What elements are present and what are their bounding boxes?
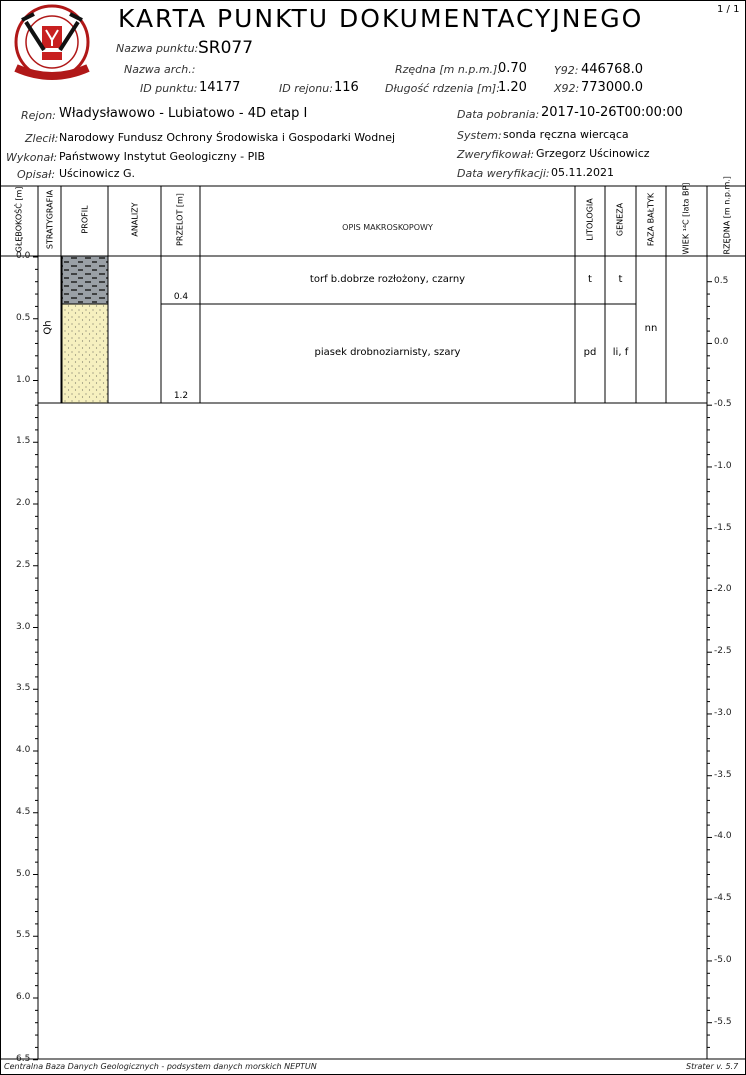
opisal-value: Uścinowicz G. [59, 167, 135, 180]
depth-tick-label: 6.0 [16, 992, 31, 1002]
page-title: KARTA PUNKTU DOKUMENTACYJNEGO [118, 4, 644, 33]
elev-tick-label: -0.5 [714, 399, 732, 410]
elev-tick-label: -2.0 [714, 584, 732, 595]
col-analizy: ANALIZY [130, 202, 140, 237]
elev-tick-label: -5.5 [714, 1016, 732, 1027]
elev-tick-label: -3.0 [714, 707, 732, 718]
nazwa-punktu-label: Nazwa punktu: [116, 42, 199, 55]
depth-tick-label: 1.0 [16, 374, 31, 385]
col-opis: OPIS MAKROSKOPOWY [342, 223, 433, 232]
zlecil-label: Zlecił: [25, 132, 59, 145]
depth-tick-label: 3.0 [16, 621, 31, 632]
col-glebokosc: GŁĘBOKOŚĆ [m] [14, 186, 24, 253]
depth-tick-label: 5.0 [16, 868, 31, 879]
opis-1: torf b.dobrze rozłożony, czarny [309, 274, 466, 285]
depth-tick-label: 4.5 [16, 806, 31, 817]
data-weryfikacji-label: Data weryfikacji: [457, 167, 550, 180]
footer-right: Strater v. 5.7 [686, 1062, 739, 1071]
y92-label: Y92: [554, 64, 579, 77]
x92-value: 773000.0 [581, 80, 644, 95]
depth-tick-label: 2.0 [16, 498, 31, 508]
depth-tick-label: 0.5 [16, 312, 31, 323]
wykonal-value: Państwowy Instytut Geologiczny - PIB [59, 150, 266, 163]
lito-2: pd [583, 347, 597, 358]
depth-tick-label: 1.5 [16, 436, 31, 447]
rzedna-value: 0.70 [498, 61, 527, 76]
elev-tick-label: -4.0 [714, 831, 732, 842]
stratygrafia-value: Qh [42, 320, 54, 335]
depth-tick-label: 4.0 [16, 745, 31, 755]
id-punktu-value: 14177 [199, 80, 241, 95]
col-faza: FAZA BAŁTYK [646, 192, 656, 247]
id-rejonu-value: 116 [334, 80, 359, 95]
system-label: System: [457, 129, 502, 142]
rejon-label: Rejon: [21, 109, 56, 122]
depth-tick-label: 3.5 [16, 683, 31, 694]
elev-tick-label: -1.0 [714, 460, 732, 471]
col-rzedna: RZĘDNA [m n.p.m.] [722, 176, 732, 255]
col-wiek: WIEK ¹⁴C [lata BP] [681, 182, 691, 255]
nazwa-punktu-value: SR077 [198, 38, 254, 58]
rejon-value: Władysławowo - Lubiatowo - 4D etap I [59, 106, 308, 121]
col-litologia: LITOLOGIA [585, 198, 595, 241]
system-value: sonda ręczna wiercąca [503, 128, 629, 141]
elev-tick-label: -4.5 [714, 893, 732, 904]
id-rejonu-label: ID rejonu: [279, 82, 333, 95]
col-geneza: GENEZA [615, 202, 625, 237]
elev-tick-label: 0.0 [714, 337, 729, 348]
przelot-2: 1.2 [173, 391, 189, 401]
layer-sand [62, 304, 108, 403]
data-weryfikacji-value: 05.11.2021 [551, 166, 614, 179]
dlugosc-label: Długość rdzenia [m]: [385, 82, 500, 95]
footer-left: Centralna Baza Danych Geologicznych - podsystem danych morskich NEPTUN [4, 1062, 317, 1071]
depth-tick-label: 2.5 [16, 559, 31, 570]
zweryfikowal-value: Grzegorz Uścinowicz [536, 147, 650, 160]
page-number: 1 / 1 [717, 4, 740, 15]
przelot-1: 0.4 [173, 292, 189, 302]
geneza-2: li, f [612, 347, 629, 358]
depth-tick-label: 6.5 [16, 1053, 31, 1064]
rzedna-label: Rzędna [m n.p.m.]: [395, 63, 502, 76]
elev-tick-label: -2.5 [714, 646, 732, 657]
dlugosc-value: 1.20 [498, 80, 527, 95]
elev-tick-label: -3.5 [714, 769, 732, 780]
col-profil: PROFIL [80, 205, 90, 234]
faza-value: nn [644, 323, 658, 334]
elev-tick-label: 0.5 [714, 275, 729, 286]
data-pobrania-label: Data pobrania: [457, 108, 540, 121]
opisal-label: Opisał: [17, 168, 56, 181]
nazwa-arch-label: Nazwa arch.: [124, 63, 196, 76]
col-przelot: PRZELOT [m] [175, 193, 185, 246]
x92-label: X92: [554, 82, 580, 95]
layer-peat [62, 256, 108, 304]
geneza-1: t [618, 274, 623, 285]
y92-value: 446768.0 [581, 62, 644, 77]
col-stratygrafia: STRATYGRAFIA [45, 189, 55, 250]
opis-2: piasek drobnoziarnisty, szary [314, 347, 461, 358]
depth-tick-label: 5.5 [16, 930, 31, 941]
data-pobrania-value: 2017-10-26T00:00:00 [541, 105, 683, 120]
depth-tick-label: 0.0 [16, 251, 31, 261]
zweryfikowal-label: Zweryfikował: [457, 148, 535, 161]
wykonal-label: Wykonał: [6, 151, 58, 164]
zlecil-value: Narodowy Fundusz Ochrony Środowiska i Gospodarki Wodnej [59, 131, 396, 144]
lito-1: t [588, 274, 592, 285]
elev-tick-label: -5.0 [714, 954, 732, 965]
id-punktu-label: ID punktu: [140, 82, 198, 95]
elev-tick-label: -1.5 [714, 522, 732, 533]
